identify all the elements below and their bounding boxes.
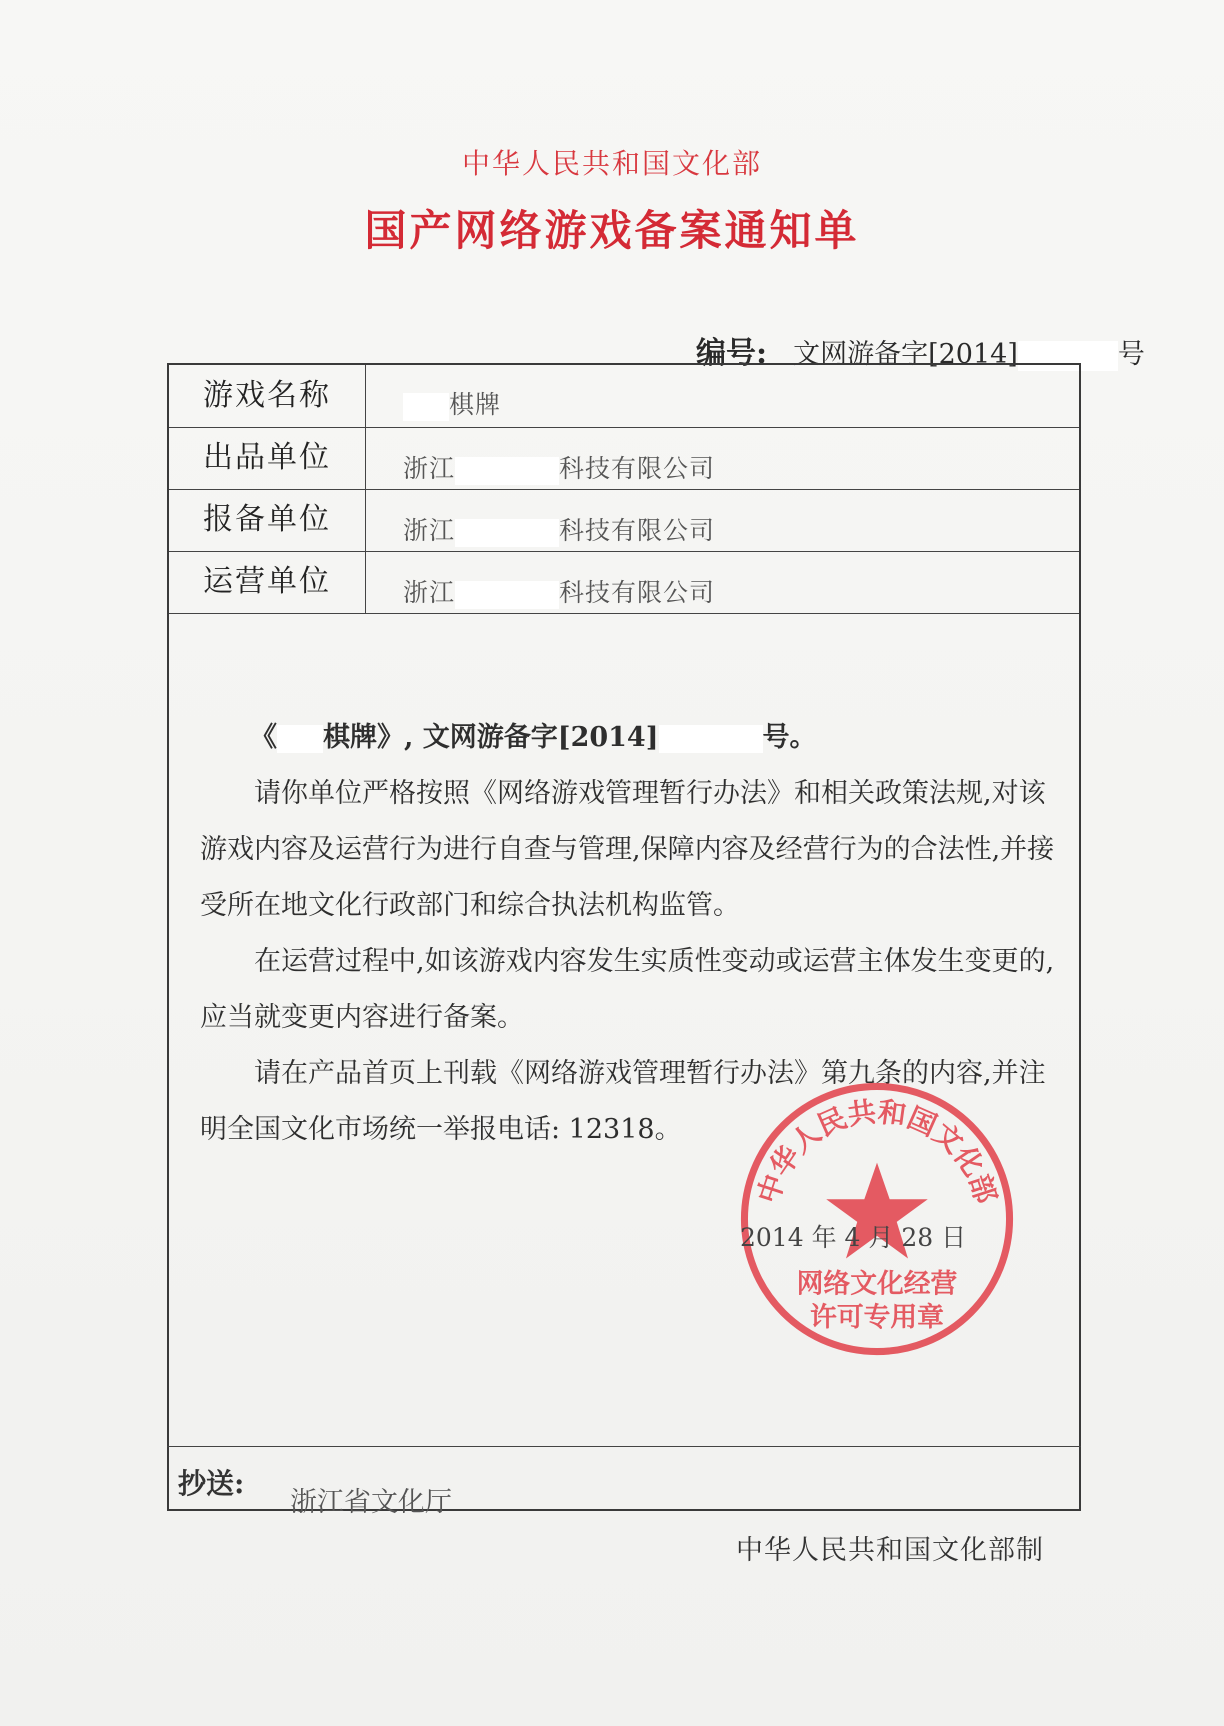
cc-label: 抄送: bbox=[178, 1467, 245, 1500]
field-row-game-name bbox=[169, 365, 1079, 428]
document-maker: 中华人民共和国文化部制 bbox=[736, 1535, 1044, 1566]
field-label: 报备单位 bbox=[169, 489, 366, 551]
redaction-box bbox=[277, 725, 323, 753]
document-title: 国产网络游戏备案通知单 bbox=[364, 206, 860, 255]
field-value bbox=[403, 511, 715, 547]
seal-inner-line2: 许可专用章 bbox=[810, 1302, 944, 1334]
ministry-header: 中华人民共和国文化部 bbox=[461, 147, 762, 180]
redaction-box bbox=[455, 457, 559, 485]
ref-name: 棋牌》, 文网游备字[2014] bbox=[323, 722, 659, 753]
paragraph-changes: 在运营过程中,如该游戏内容发生实质性变动或运营主体发生变更的,应当就变更内容进行备案。 bbox=[200, 946, 1055, 1033]
reference-line bbox=[250, 710, 1110, 766]
company-prefix: 浙江 bbox=[403, 454, 456, 483]
cc-value: 浙江省文化厅 bbox=[290, 1487, 452, 1518]
company-suffix: 科技有限公司 bbox=[559, 578, 716, 607]
seal-inner-line1: 网络文化经营 bbox=[796, 1268, 958, 1300]
field-label: 游戏名称 bbox=[169, 365, 366, 427]
issue-date: 2014 年 4 月 28 日 bbox=[740, 1223, 967, 1252]
field-row-filer bbox=[169, 489, 1079, 552]
field-label: 出品单位 bbox=[169, 427, 366, 489]
number-prefix: 文网游备字[2014] bbox=[793, 339, 1018, 370]
paragraph-display: 请在产品首页上刊载《网络游戏管理暂行办法》第九条的内容,并注明全国文化市场统一举报电话: 12318。 bbox=[200, 1058, 1046, 1145]
redaction-box bbox=[659, 725, 763, 753]
field-value bbox=[403, 573, 715, 609]
redaction-box bbox=[455, 519, 559, 547]
seal-outer-text: 中华人民共和国文化部 bbox=[751, 1095, 1003, 1208]
redaction-box bbox=[403, 393, 449, 421]
field-row-operator bbox=[169, 551, 1079, 614]
ref-close: 号。 bbox=[762, 722, 817, 753]
paragraph-regulations: 请你单位严格按照《网络游戏管理暂行办法》和相关政策法规,对该游戏内容及运营行为进行自查与管理,保障内容及经营行为的合法性,并接受所在地文化行政部门和综合执法机构监管。 bbox=[200, 778, 1055, 921]
number-suffix: 号 bbox=[1117, 339, 1145, 370]
company-suffix: 科技有限公司 bbox=[559, 454, 716, 483]
number-label: 编号: bbox=[696, 336, 768, 371]
company-prefix: 浙江 bbox=[403, 578, 456, 607]
company-prefix: 浙江 bbox=[403, 516, 456, 545]
cc-divider bbox=[167, 1446, 1081, 1447]
game-name-suffix: 棋牌 bbox=[449, 390, 502, 419]
field-value bbox=[403, 385, 501, 421]
redaction-box bbox=[455, 581, 559, 609]
field-value bbox=[403, 449, 715, 485]
field-label: 运营单位 bbox=[169, 551, 366, 613]
ref-open: 《 bbox=[250, 722, 277, 753]
company-suffix: 科技有限公司 bbox=[559, 516, 716, 545]
field-row-publisher bbox=[169, 427, 1079, 490]
